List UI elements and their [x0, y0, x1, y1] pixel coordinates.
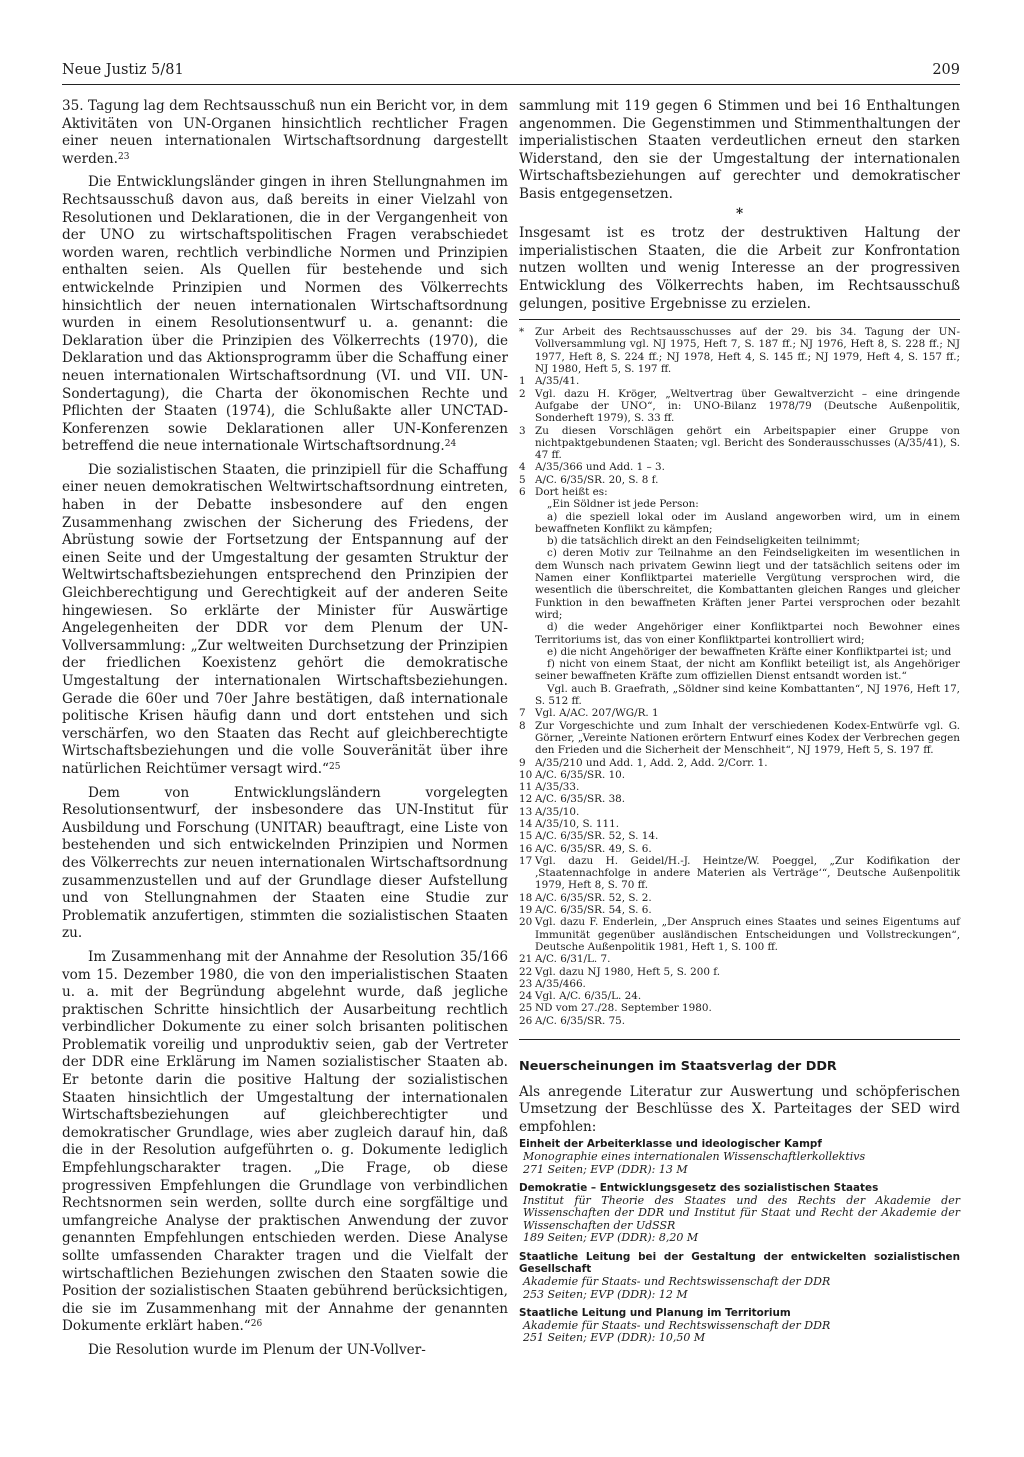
footnote-text: A/35/41. — [535, 375, 580, 388]
footnote-text: A/C. 6/35/SR. 75. — [535, 1014, 626, 1027]
footnote — [519, 916, 960, 953]
right-column — [519, 98, 960, 1345]
footnote-rule — [519, 319, 960, 320]
footnote-text: A/35/33. — [535, 781, 580, 794]
footnote-ref: 25 — [328, 761, 341, 772]
footnote-text: A/35/366 und Add. 1 – 3. — [535, 461, 665, 474]
footnote-number: 7 — [519, 707, 526, 720]
book-title: Staatliche Leitung bei der Gestaltung der entwickelten sozialistischen Gesellschaft — [519, 1250, 960, 1276]
footnote — [519, 720, 960, 757]
footnote-text: Zur Vorgeschichte und zum Inhalt der verschiedenen Kodex-Entwürfe vgl. G. Görner, „Vereinte Nationen erörtern Entwurf eines Kodex der Verbrechen gegen den Frieden und die Sicherheit der Menschheit“, NJ 1979, Heft 5, S. 197 ff. — [535, 719, 960, 757]
footnote — [519, 757, 960, 769]
footnote-text: ND vom 27./28. September 1980. — [535, 1002, 712, 1015]
footnote-number: 5 — [519, 473, 526, 486]
book-info: 253 Seiten; EVP (DDR): 12 M — [523, 1287, 688, 1301]
footnote-text: A/35/466. — [535, 977, 586, 990]
footnote-number: 14 — [519, 818, 533, 830]
footnote — [519, 843, 960, 855]
footnote-number: 18 — [519, 891, 533, 904]
footnote — [519, 855, 960, 892]
page-number: 209 — [932, 62, 960, 78]
footnote — [519, 621, 960, 646]
footnote-text: f) nicht von einem Staat, der nicht am Konflikt beteiligt ist, als Angehöriger seiner bewaffneten Kräfte zum offiziellen Dienst entsandt worden ist.“ — [535, 658, 960, 683]
section-rule — [519, 1039, 960, 1040]
footnote-ref: 26 — [250, 1319, 263, 1330]
footnote-text: A/35/10. — [535, 805, 580, 818]
footnote-number: 1 — [519, 375, 526, 388]
book-author: Akademie für Staats- und Rechtswissenschaft der DDR — [523, 1274, 831, 1288]
footnote-number: 6 — [519, 485, 526, 498]
footnote — [519, 425, 960, 462]
footnote-number — [519, 658, 535, 683]
footnote-number: 4 — [519, 461, 526, 474]
footnote — [519, 793, 960, 805]
footnote — [519, 461, 960, 473]
footnote — [519, 769, 960, 781]
footnote-number: 13 — [519, 805, 533, 818]
footnote-number: 26 — [519, 1014, 533, 1027]
footnote-number — [519, 547, 535, 621]
footnote-number: 15 — [519, 830, 533, 843]
paragraph: Im Zusammenhang mit der Annahme der Resolution 35/166 vom 15. Dezember 1980, die von den imperialistischen Staaten u. a. mit der Begründung abgelehnt wurde, daß jegliche praktischen Schritte hinsichtlich der Ausarbeitung rechtlich verbindlicher Dokumente zu einer solch brisanten politischen Problematik voreilig und unproduktiv seien, gab der Vertreter der DDR eine Erklärung im Namen sozialistischer Staaten ab. Er betonte darin die positive Haltung der sozialistischen Staaten hinsichtlich der Umgestaltung der internationalen Wirtschaftsbeziehungen auf gleichberechtigter und demokratischer Grundlage, wies aber zugleich darauf hin, daß die in der Resolution aufgeführten o. g. Dokumente lediglich Empfehlungscharakter tragen. „Die Frage, ob diese progressiven Empfehlungen die Grundlage von verbindlichen Rechtsnormen sein werden, sollte durch eine sorgfältige und umfangreiche Analyse der praktischen Anwendung der zuvor genannten Empfehlungen entschieden werden. Diese Analyse sollte umfassenden Charakter tragen und die Vielfalt der wirtschaftlichen Beziehungen zwischen den Staaten sowie die Position der sozialistischen Staaten gebührend berücksichtigen, die sie im Zusammenhang mit der Annahme der genannten Dokumente erklärt haben.“$^{26}$ — [62, 948, 508, 1335]
footnote-ref: 24 — [444, 439, 457, 450]
footnote-number: 11 — [519, 781, 533, 794]
book-info: 189 Seiten; EVP (DDR): 8,20 M — [523, 1231, 699, 1245]
book-info: 251 Seiten; EVP (DDR): 10,50 M — [523, 1331, 706, 1345]
footnote — [519, 375, 960, 387]
footnote-number — [519, 683, 535, 708]
footnote-number — [519, 511, 535, 536]
paragraph: Dem von Entwicklungsländern vorgelegten Resolutionsentwurf, der insbesondere das UN-Institut für Ausbildung und Forschung (UNITAR) beauftragt, eine Liste von bestehenden und sich entwickelnden Prinzipien und Normen des Völkerrechts zur neuen internationalen Wirtschaftsordnung zusammenzustellen und auf der Grundlage dieser Aufstellung und von Stellungnahmen der Staaten eine Studie zur Problematik anzufertigen, stimmten die sozialistischen Staaten zu. — [62, 784, 508, 942]
footnote-number: 23 — [519, 977, 533, 990]
paragraph: Insgesamt ist es trotz der destruktiven Haltung der imperialistischen Staaten, die die Arbeit zur Konfrontation nutzen wollten und wenig Interesse an der progressiven Entwicklung des Völkerrechts haben, im Rechtsausschuß gelungen, positive Ergebnisse zu erzielen. — [519, 225, 960, 312]
footnote-text: A/35/10, S. 111. — [535, 818, 620, 830]
book-info: 271 Seiten; EVP (DDR): 13 M — [523, 1162, 688, 1176]
footnote-number — [519, 621, 535, 646]
publications-title: Neuerscheinungen im Staatsverlag der DDR — [519, 1059, 837, 1075]
footnote-number: 19 — [519, 904, 533, 917]
footnote — [519, 1015, 960, 1027]
footnote-number: 25 — [519, 1002, 533, 1015]
footnote — [519, 683, 960, 708]
footnote-text: Vgl. A/AC. 207/WG/R. 1 — [535, 707, 659, 720]
footnote-text: Dort heißt es: — [535, 485, 608, 498]
footnote-number — [519, 498, 535, 510]
footnote — [519, 830, 960, 842]
left-column — [62, 98, 508, 1360]
footnote — [519, 818, 960, 830]
footnote — [519, 978, 960, 990]
footnote-number: 12 — [519, 793, 533, 806]
footnote-number: 3 — [519, 424, 526, 437]
paragraph: Die Resolution wurde im Plenum der UN-Vollver- — [88, 1341, 426, 1358]
footnote-number: 8 — [519, 719, 526, 732]
book-author: Institut für Theorie des Staates und des Rechts der Akademie der Wissenschaften der DDR und Institut für Staat und Recht der Akademie der Wissenschaften der UdSSR — [523, 1193, 960, 1232]
footnote-number: 24 — [519, 990, 533, 1003]
footnote-text: b) die tatsächlich direkt an den Feindseligkeiten teilnimmt; — [547, 535, 861, 548]
footnote — [519, 498, 960, 510]
footnote — [519, 707, 960, 719]
footnote-text: Vgl. auch B. Graefrath, „Söldner sind keine Kombattanten“, NJ 1976, Heft 17, S. 512 ff. — [535, 682, 960, 708]
footnote — [519, 388, 960, 425]
book-entry — [519, 1182, 960, 1245]
footnote-number — [519, 535, 535, 547]
footnote-text: A/C. 6/35/SR. 54, S. 6. — [535, 904, 652, 917]
footnote-text: e) die nicht Angehöriger der bewaffneten Kräfte einer Konfliktpartei ist; und — [547, 645, 952, 658]
book-entry — [519, 1138, 960, 1176]
footnote — [519, 658, 960, 683]
footnote-text: c) deren Motiv zur Teilnahme an den Feindseligkeiten im wesentlichen in dem Wunsch nach privatem Gewinn liegt und der tatsächlich seitens oder im Namen einer Konfliktpartei materielle Vergütung versprochen wird, die wesentlich die überschreitet, die Kombattanten gleichen Ranges und gleicher Funktion in den bewaffneten Kräften jener Partei versprochen oder bezahlt wird; — [535, 547, 960, 621]
footnote — [519, 326, 960, 375]
footnote-text: Vgl. dazu NJ 1980, Heft 5, S. 200 f. — [535, 965, 721, 978]
footnote-number: 16 — [519, 842, 533, 855]
book-author: Akademie für Staats- und Rechtswissenschaft der DDR — [523, 1318, 831, 1332]
footnote — [519, 511, 960, 536]
footnote — [519, 474, 960, 486]
book-title: Demokratie – Entwicklungsgesetz des sozialistischen Staates — [519, 1182, 879, 1195]
book-title: Einheit der Arbeiterklasse und ideologischer Kampf — [519, 1138, 822, 1151]
footnote-text: A/C. 6/35/SR. 10. — [535, 768, 626, 781]
footnote-number — [519, 646, 535, 658]
footnote-text: A/C. 6/35/SR. 52, S. 2. — [535, 891, 652, 904]
footnote-number: 22 — [519, 965, 533, 978]
footnote — [519, 904, 960, 916]
footnote-number: 17 — [519, 854, 533, 867]
footnote — [519, 781, 960, 793]
footnote-text: A/C. 6/35/SR. 20, S. 8 f. — [535, 473, 659, 486]
book-author: Monographie eines internationalen Wissenschaftlerkollektivs — [523, 1149, 866, 1163]
footnote-text: d) die weder Angehöriger einer Konfliktpartei noch Bewohner eines Territoriums ist, das von einer Konfliktpartei kontrolliert wird; — [535, 621, 960, 646]
footnote-number: * — [519, 326, 525, 339]
footnote-number: 2 — [519, 387, 526, 400]
book-entry — [519, 1307, 960, 1345]
footnote — [519, 646, 960, 658]
journal-title: Neue Justiz 5/81 — [62, 62, 184, 78]
footnote — [519, 953, 960, 965]
book-title: Staatliche Leitung und Planung im Territorium — [519, 1307, 791, 1320]
footnote — [519, 990, 960, 1002]
footnote — [519, 806, 960, 818]
page-header — [62, 62, 960, 85]
footnote-text: A/C. 6/35/SR. 49, S. 6. — [535, 842, 652, 855]
paragraph: 35. Tagung lag dem Rechtsausschuß nun ein Bericht vor, in dem Aktivitäten von UN-Organen hinsichtlich rechtlicher Fragen einer neuen internationalen Wirtschaftsordnung dargestellt werden.$^{23}$ — [62, 98, 508, 167]
footnote-text: A/C. 6/35/SR. 38. — [535, 793, 626, 806]
footnote-text: A/C. 6/31/L. 7. — [535, 953, 611, 966]
paragraph: Die Entwicklungsländer gingen in ihren Stellungnahmen im Rechtsausschuß davon aus, daß bereits in einer Vielzahl von Resolutionen und Deklarationen, die in der Vergangenheit von der UNO zu wirtschaftspolitischen Fragen verabschiedet worden waren, rechtlich verbindliche Normen und Prinzipien enthalten seien. Als Quellen für bestehende und sich entwickelnde Prinzipien und Normen des Völkerrechts hinsichtlich der neuen internationalen Wirtschaftsordnung wurden in einem Resolutionsentwurf u. a. genannt: die Deklaration über die Prinzipien des Völkerrechts (1970), die Deklaration und das Aktionsprogramm über die Schaffung einer neuen internationalen Wirtschaftsordnung (VI. und VII. UN-Sondertagung), die Charta der ökonomischen Rechte und Pflichten der Staaten (1974), die Schlußakte aller UNCTAD-Konferenzen sowie Deklarationen aller UN-Konferenzen betreffend die neue internationale Wirtschaftsordnung.$^{24}$ — [62, 174, 508, 455]
footnote-text: Vgl. dazu H. Geidel/H.-J. Heintze/W. Poeggel, „Zur Kodifikation der ‚Staatennachfolge in andere Materien als Verträge‘“, Deutsche Außenpolitik 1979, Heft 8, S. 70 ff. — [535, 854, 960, 892]
footnote-number: 10 — [519, 768, 533, 781]
footnote — [519, 966, 960, 978]
footnote — [519, 535, 960, 547]
book-entry — [519, 1251, 960, 1301]
publications-intro: Als anregende Literatur zur Auswertung und schöpferischen Umsetzung der Beschlüsse des X. Parteitages der SED wird empfohlen: — [519, 1083, 960, 1135]
footnote-text: a) die speziell lokal oder im Ausland angeworben wird, um in einem bewaffneten Konflikt zu kämpfen; — [535, 510, 960, 535]
footnote-text: Vgl. dazu H. Kröger, „Weltvertrag über Gewaltverzicht – eine dringende Aufgabe der UNO“, in: UNO-Bilanz 1978/79 (Deutsche Außenpolitik, Sonderheft 1979), S. 33 ff. — [535, 387, 960, 425]
footnote-text: A/C. 6/35/SR. 52, S. 14. — [535, 830, 659, 843]
footnote — [519, 547, 960, 621]
paragraph: Die sozialistischen Staaten, die prinzipiell für die Schaffung einer neuen demokratischen Weltwirtschaftsordnung eintreten, haben in der Debatte insbesondere auf den engen Zusammenhang zwischen der Sicherung des Friedens, der Abrüstung sowie der Fortsetzung der Entspannung auf der einen Seite und der Umgestaltung der gesamten Struktur der Weltwirtschaftsbeziehungen entsprechend den Prinzipien der Gleichberechtigung und Gerechtigkeit auf der anderen Seite hingewiesen. So erklärte der Minister für Auswärtige Angelegenheiten der DDR vor dem Plenum der UN-Vollversammlung: „Zur weltweiten Durchsetzung der Prinzipien der friedlichen Koexistenz gehört die demokratische Umgestaltung der internationalen Wirtschaftsbeziehungen. Gerade die 60er und 70er Jahre bestätigen, daß internationale politische Krisen häufig dann und dort entstehen und sich verschärfen, wo den Staaten das Recht auf gleichberechtigte Wirtschaftsbeziehungen und die volle Souveränität über ihre natürlichen Reichtümer versagt wird.“$^{25}$ — [62, 461, 508, 777]
footnotes — [519, 326, 960, 1027]
footnote — [519, 892, 960, 904]
footnote-number: 21 — [519, 953, 533, 966]
footnote — [519, 1002, 960, 1014]
footnote — [519, 486, 960, 498]
footnote-text: Vgl. dazu F. Enderlein, „Der Anspruch eines Staates und seines Eigentums auf Immunität gegenüber ausländischen Entscheidungen und Vollstreckungen“, Deutsche Außenpolitik 1981, Heft 1, S. 100 ff. — [535, 916, 960, 953]
footnote-number: 20 — [519, 916, 533, 929]
footnote-text: Zu diesen Vorschlägen gehört ein Arbeitspapier einer Gruppe von nichtpaktgebundenen Staaten; vgl. Bericht des Sonderausschusses (A/35/41), S. 47 ff. — [535, 424, 960, 462]
paragraph: sammlung mit 119 gegen 6 Stimmen und bei 16 Enthaltungen angenommen. Die Gegenstimmen und Stimmenthaltungen der imperialistischen Staaten verdeutlichen erneut den starken Widerstand, den sie der Umgestaltung der internationalen Wirtschaftsbeziehungen auf gerechter und demokratischer Basis entgegensetzen. — [519, 98, 960, 202]
section-separator: * — [735, 205, 744, 222]
footnote-number: 9 — [519, 756, 526, 769]
footnote-text: Vgl. A/C. 6/35/L. 24. — [535, 990, 642, 1003]
footnote-text: „Ein Söldner ist jede Person: — [547, 498, 699, 511]
footnote-text: A/35/210 und Add. 1, Add. 2, Add. 2/Corr. 1. — [535, 756, 768, 769]
footnote-ref: 23 — [118, 151, 130, 162]
footnote-text: Zur Arbeit des Rechtsausschusses auf der 29. bis 34. Tagung der UN-Vollversammlung vgl. NJ 1975, Heft 7, S. 187 ff.; NJ 1976, Heft 8, S. 228 ff.; NJ 1977, Heft 8, S. 224 ff.; NJ 1978, Heft 4, S. 145 ff.; NJ 1979, Heft 4, S. 157 ff.; NJ 1980, Heft 5, S. 197 ff. — [535, 326, 960, 376]
